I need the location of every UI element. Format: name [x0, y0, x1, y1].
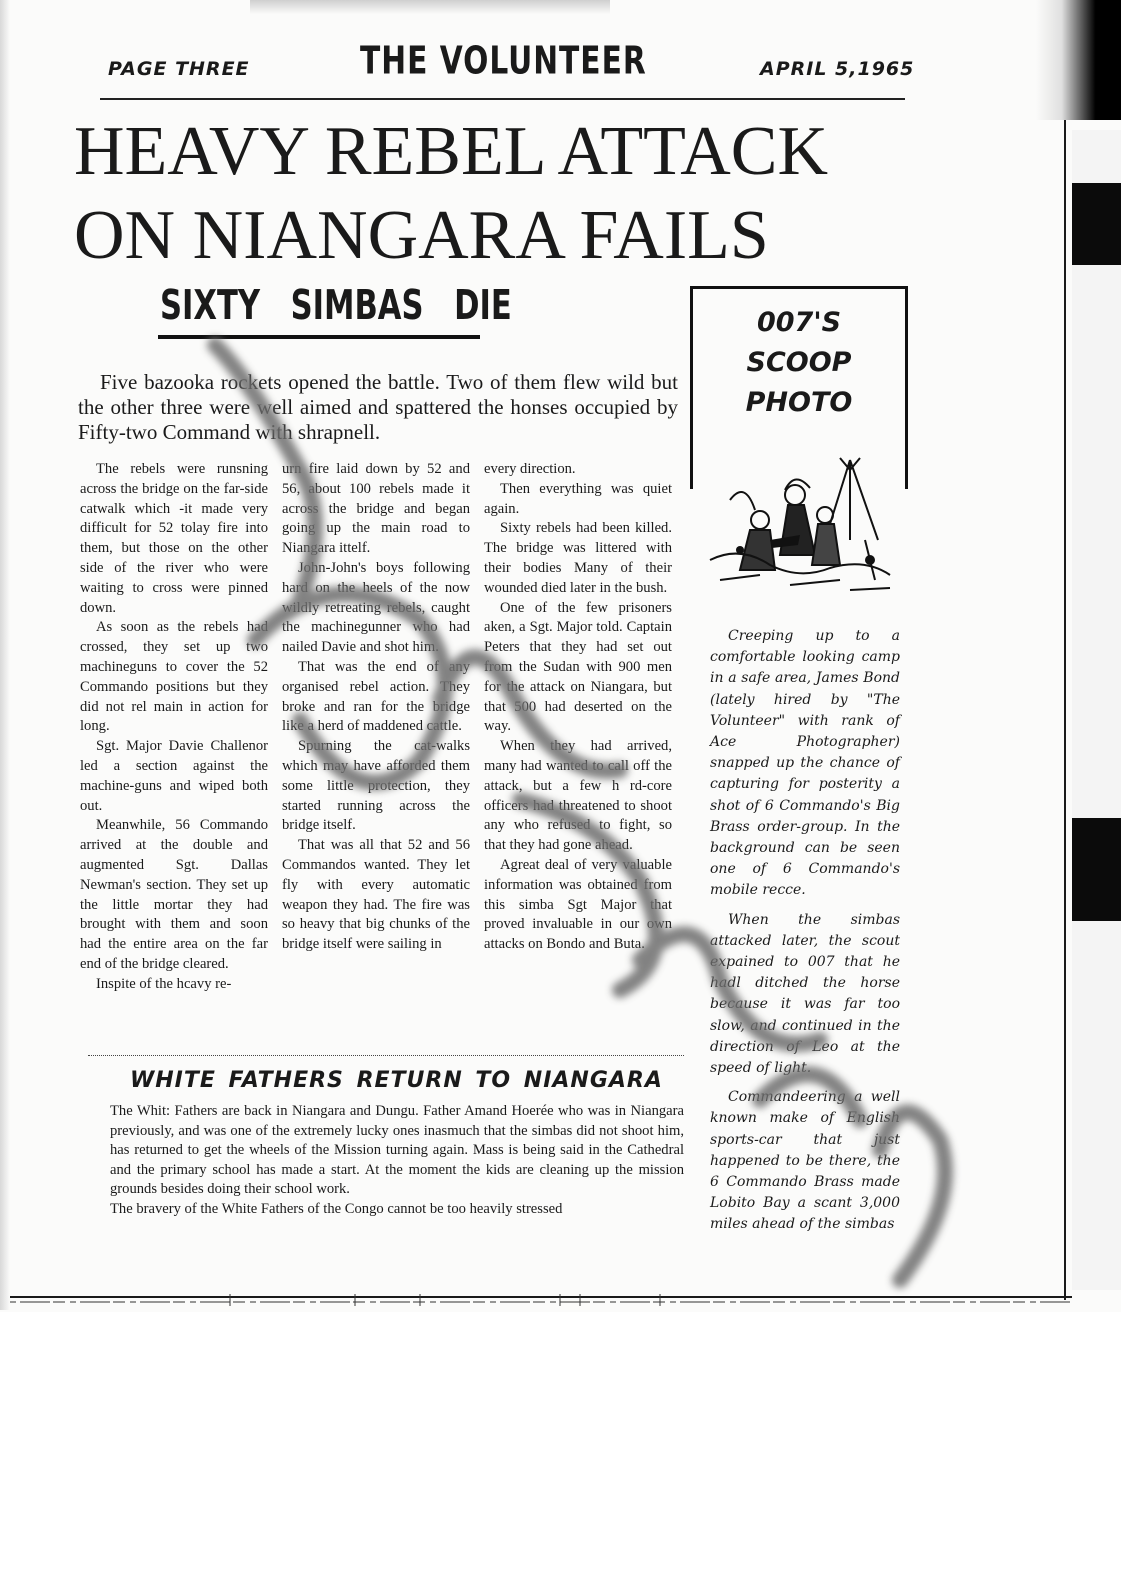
paragraph: Inspite of the hcavy re- — [96, 975, 232, 992]
masthead-rule — [100, 98, 905, 100]
scan-black-mark — [1072, 183, 1121, 265]
scoop-photo-title — [693, 303, 905, 423]
paragraph: The bravery of the White Fathers of the Congo cannot be too heavily stressed — [110, 1200, 563, 1217]
story-column-3 — [484, 460, 672, 955]
headline-line-1: HEAVY REBEL ATTACK — [74, 113, 829, 190]
paragraph: Sixty rebels had been killed. The bridge was littered with their bodies Many of their wounded died later in the bush. — [484, 520, 672, 596]
subheadline: SIXTY SIMBAS DIE — [160, 282, 512, 330]
paragraph: Then everything was quiet again. — [484, 480, 672, 517]
paragraph: urn fire laid down by 52 and 56, about 100 rebels made it across the bridge and began going up the main road to Niangara ittelf. — [282, 461, 470, 557]
subheadline-rule — [158, 335, 480, 339]
paragraph: The Whit: Fathers are back in Niangara and Dungu. Father Amand Hoerée who was in Niangara previously, and was one of the extremely lucky ones inasmuch that the simbas did not shoot him, has returned to get the wheels of the Mission turning again. Mass is being said in the Cathedral and the primary school has made a start. At the moment the kids are cleaning up the mission grounds besides doing their school work. — [110, 1103, 684, 1198]
caption-paragraph: Commandeering a well known make of English sports-car that just happened to be there, the 6 Commando Brass made Lobito Bay a scant 3,000 miles ahead of the simbas — [710, 1089, 900, 1233]
lead-paragraph: Five bazooka rockets opened the battle. Two of them flew wild but the other three were well aimed and spattered the honses occupied by Fifty-two Command with shrapnell. — [78, 370, 678, 444]
issue-date: APRIL 5,1965 — [760, 58, 915, 80]
headline-line-2: ON NIANGARA FAILS — [74, 197, 769, 274]
paragraph: That was the end of any organised rebel action. They broke and ran for the bridge like a herd of maddened cattle. — [282, 658, 470, 735]
scan-edge-right — [1072, 130, 1121, 1290]
paragraph: Spurning the cat-walks which may have afforded them some little protection, they started running across the bridge itself. — [282, 738, 470, 834]
paragraph: One of the few prisoners aken, a Sgt. Major told. Captain Peters that they had set out from the Sudan with 900 men for the attack on Niangara, but that 500 had deserted on the way. — [484, 599, 672, 735]
section-divider — [88, 1055, 684, 1056]
white-fathers-headline: WHITE FATHERS RETURN TO NIANGARA — [130, 1068, 663, 1093]
white-fathers-story — [110, 1102, 684, 1220]
box-title-line: PHOTO — [745, 387, 853, 418]
page-bottom-edge — [0, 1290, 1080, 1310]
caption-paragraph: When the simbas attacked later, the scout expained to 007 that he hadl ditched the horse because it was far too slow, and continued in the direction of Leo at the speed of light. — [710, 911, 900, 1077]
story-column-2 — [282, 460, 470, 955]
paragraph: Agreat deal of very valuable information was obtained from this simba Sgt Major that proved invaluable in our own attacks on Bondo and Buta. — [484, 856, 672, 953]
paragraph: every direction. — [484, 461, 576, 477]
caption-paragraph: Creeping up to a comfortable looking camp in a safe area, James Bond (lately hired by "The Volunteer" with rank of Ace Photographer) snapped up the chance of capturing for posterity a shot of 6 Commando's Big Brass order-group. In the background can be seen one of 6 Commando's mobile recce. — [710, 628, 900, 899]
main-headline — [74, 110, 894, 278]
paragraph: The rebels were runsning across the bridge on the far-side catwalk which -it made very difficult for 52 tolay fire into them, but those on the other side of the river who were waiting to cross were pinned down. — [80, 461, 268, 616]
paragraph: That was all that 52 and 56 Commandos wanted. They let fly with every automatic weapon they had. The fire was so heavy that big chunks of the bridge itself were sailing in — [282, 837, 470, 953]
scan-edge-top — [250, 0, 610, 14]
scan-edge-left — [0, 0, 10, 1310]
scan-edge-right-corner — [1036, 0, 1121, 120]
scoop-photo-illustration — [700, 440, 900, 600]
page-label: PAGE THREE — [108, 58, 250, 80]
box-title-line: SCOOP — [746, 347, 852, 378]
paragraph: John-John's boys following hard on the heels of the now wildly retreating rebels, caught the machinegunner who had nailed Davie and shot him. — [282, 559, 470, 656]
scan-black-mark — [1072, 818, 1121, 921]
paragraph: Sgt. Major Davie Challenor led a section against the machine-guns and wiped both out. — [80, 738, 268, 814]
paragraph: When they had arrived, many had wanted to call off the attack, but a few h rd-core officers had threatened to shoot any who refused to fight, so that they had gone ahead. — [484, 738, 672, 854]
story-column-1 — [80, 460, 268, 995]
paragraph: Meanwhile, 56 Commando arrived at the double and augmented Sgt. Dallas Newman's section. They set up the little mortar they had brought with them and soon had the entire area on the far end of the bridge cleared. — [80, 817, 268, 972]
paragraph: As soon as the rebels had crossed, they set up two machineguns to cover the 52 Commando positions but they did not rel main in action for long. — [80, 619, 268, 735]
box-title-line: 007'S — [756, 307, 842, 338]
scoop-photo-caption — [710, 626, 900, 1244]
page-border-right — [1064, 120, 1066, 1300]
newspaper-title: THE VOLUNTEER — [360, 38, 647, 83]
